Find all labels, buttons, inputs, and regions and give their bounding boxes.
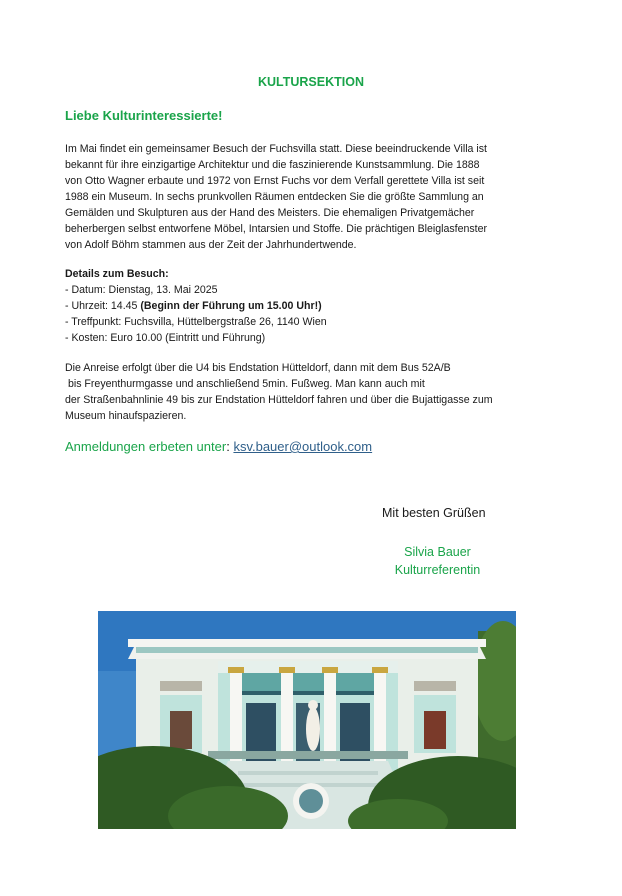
signup-label: Anmeldungen erbeten unter [65,439,227,454]
details-heading: Details zum Besuch: [65,268,169,280]
visit-details [65,266,555,346]
signature-block [380,543,495,579]
intro-line: Gemälden und Skulpturen aus der Hand des Meisters. Die ehemaligen Privatgemächer [65,207,475,219]
details-time-note: (Beginn der Führung um 15.00 Uhr!) [140,300,322,312]
travel-line: der Straßenbahnlinie 49 bis zur Endstation Hütteldorf fahren und über die Bujattigasse zum [65,394,493,406]
signature-name: Silvia Bauer [404,545,471,559]
intro-line: Im Mai findet ein gemeinsamer Besuch der Fuchsvilla statt. Diese beeindruckende Villa ist [65,143,487,155]
intro-line: von Adolf Böhm stammen aus der Zeit der Jahrhundertwende. [65,239,357,251]
intro-line: bekannt für ihre einzigartige Architektur und die faszinierende Kunstsammlung. Die 1888 [65,159,480,171]
villa-photo [98,611,516,829]
details-cost: - Kosten: Euro 10.00 (Eintritt und Führung) [65,332,266,344]
signup-email-link[interactable]: ksv.bauer@outlook.com [233,439,373,454]
intro-line: von Otto Wagner erbaute und 1972 von Ernst Fuchs vor dem Verfall gerettete Villa ist seit [65,175,485,187]
travel-line: Die Anreise erfolgt über die U4 bis Endstation Hütteldorf, dann mit dem Bus 52A/B [65,362,451,374]
signature-role: Kulturreferentin [394,563,481,577]
travel-line: Museum hinaufspazieren. [65,410,187,422]
travel-paragraph [65,360,565,424]
details-time-text: - Uhrzeit: 14.45 [65,300,141,312]
greeting-heading: Liebe Kulturinteressierte! [65,108,223,123]
details-time [65,298,555,314]
section-title: KULTURSEKTION [257,75,364,89]
signup-colon: : [226,439,230,454]
closing-greeting: Mit besten Grüßen [382,506,486,520]
details-meeting-point: - Treffpunkt: Fuchsvilla, Hüttelbergstraße 26, 1140 Wien [65,316,327,328]
travel-line: bis Freyenthurmgasse und anschließend 5min. Fußweg. Man kann auch mit [65,378,425,390]
intro-line: 1988 ein Museum. In sechs prunkvollen Räumen entdecken Sie die größte Sammlung an [65,191,484,203]
signup-line [65,439,372,454]
intro-line: beherbergen selbst entworfene Möbel, Intarsien und Stoffe. Die prächtigen Bleiglasfenster [65,223,488,235]
intro-paragraph [65,141,555,253]
details-date: - Datum: Dienstag, 13. Mai 2025 [65,284,218,296]
